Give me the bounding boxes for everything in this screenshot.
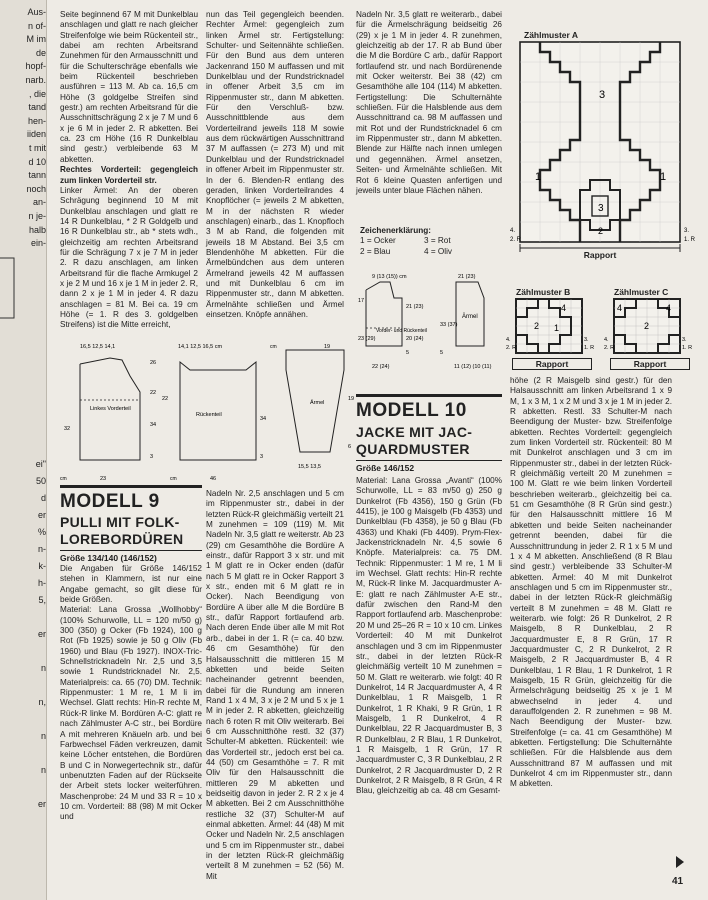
modell9-title: MODELL 9 <box>60 491 160 512</box>
svg-text:6: 6 <box>348 444 352 450</box>
svg-text:2: 2 <box>598 226 604 236</box>
legend-item: 1 = Ocker <box>360 236 396 246</box>
modell9-size: Größe 134/140 (146/152) <box>60 553 157 563</box>
svg-text:22: 22 <box>162 396 169 402</box>
svg-text:3.: 3. <box>682 337 687 343</box>
svg-text:2: 2 <box>644 321 650 331</box>
svg-text:3.: 3. <box>684 228 690 234</box>
legend-title: Zeichenerklärung: <box>360 226 431 235</box>
chart-c-rapport-label: Rapport <box>610 358 690 370</box>
svg-text:Rückenteil: Rückenteil <box>196 412 222 418</box>
gutter-text-top: Aus- n of- M im de hopf- narb. , die tand hen- iiden t mit d 10 tann noch an- n je- halb ein- <box>25 7 46 249</box>
svg-text:21 (23): 21 (23) <box>406 304 424 310</box>
svg-text:1. R: 1. R <box>684 237 696 243</box>
svg-text:3: 3 <box>598 203 604 214</box>
paragraph: Seite beginnend 67 M mit Dunkelblau anschlagen und glatt re nach gleicher Streifenfolge wie beim Rückenteil str., dabei am rechten Arbeitsrand Zunehmen für den Armausschnitt und für die Schulterschräge ebenfalls wie beim Rückenteil beschrieben ausführen = 113 M. Ab ca. 16,5 cm Höhe (3 goldgelbe Streifen sind gestr.) am rechten Arbeitsrand für die Ausschnittschrägung 2 x je 7 M und 6 x je 6 M in jeder 2. R abketten. Bei ca. 23 cm Höhe (16 R Dunkelblau sind gestr.) verbleibende 63 M abketten. <box>60 10 198 164</box>
heading-underline <box>60 550 202 551</box>
svg-text:cm: cm <box>60 476 67 482</box>
paragraph: Die Angaben für Größe 146/152 stehen in Klammern, ist nur eine Angabe gemacht, so gilt diese für beide Größen. <box>60 564 202 605</box>
svg-text:2: 2 <box>534 321 540 331</box>
paragraph: Material: Lana Grossa „Avanti“ (100% Schurwolle, LL = 83 m/50 g) 250 g Dunkelrot (Fb 4356), 150 g Grün (Fb 4415), je 100 g Maisgelb (Fb 4353) und Dunkelblau (Fb 4358), je 50 g Blau (Fb 4363) und Khaki (Fb 4409). Prym-Flex-Jackenstricknadeln Nr. 4,5 sowie 6 Knöpfe. Materialpreis: ca. 75 DM. Technik: Rippenmuster: 1 M re, 1 M li im Wechsel. Glatt rechts: Hin-R rechte M, Rück-R linke M. Jacquardmuster A-E: glatt re nach Zählmuster A-E str., dafür zwischen den Rand-M den Rapport fortlaufend arb. Maschenprobe: 20 M und 25–26 R = 10 x 10 cm. Linkes Vorderteil: 40 M mit Dunkelrot anschlagen und 3 cm im Rippenmuster str., dabei in der letzten Rück-R gleichmäßig verteilt 10 M zunehmen = 50 M. Glatt re weiterarb. wie folgt: 40 R Dunkelrot, 14 R Jacquardmuster A, 4 R Dunkelblau, 1 R Maisgelb, 1 R Dunkelrot, 1 R Khaki, 9 R Grün, 1 R Maisgelb, 1 R Dunkelrot, 4 R Dunkelblau, 22 R Jacquardmuster B, 3 R Dunkelblau, 2 R Blau, 1 R Dunkelrot, 1 R Maisgelb, 1 R Grün, 17 R Jacquardmuster C, 3 R Dunkelblau, 2 R Dunkelrot, 2 R Jacquardmuster D, 2 R Dunkelrot, 2 R Maisgelb, 8 R Grün, 4 R Blau, gleichzeitig ab ca. 48 cm Gesamt- <box>356 476 502 796</box>
svg-text:4: 4 <box>617 303 623 313</box>
paragraph: Nadeln Nr. 3,5 glatt re weiterarb., dabei für die Ärmelschrägung beidseitig 26 (29) x je 1 M in jeder 4. R zunehmen, gleichzeitig ab der 17. R ab Bund über die M die Bordüre C arb., dafür Rapport fortlaufend str. und nach Bordürenende mit Ocker weiterstr. Bei 38 (42) cm Gesamthöhe alle 104 (114) M abketten. Fertigstellung: Die Schulternähte schließen. Für die Halsblende aus dem Ausschnittrand ca. 98 M auffassen und mit Rot und der Rundstricknadel 6 cm im Rippenmuster str., dann M abketten. Blende zur Hälfte nach innen umlegen und gegennähen. Ärmel ansetzen, Seiten- und Ärmelnähte schließen. Mit Rot 6 kleine Quasten anfertigen und jeweils unter blaue Flächen nähen. <box>356 10 502 195</box>
svg-text:11 (12) (10 (11): 11 (12) (10 (11) <box>454 364 492 370</box>
svg-text:23 (29): 23 (29) <box>358 336 376 342</box>
chart-a-rapport-label: Rapport <box>583 250 617 260</box>
heading-rule <box>60 485 202 488</box>
paragraph-bold: Rechtes Vorderteil: gegengleich zum linken Vorderteil str. <box>60 165 198 185</box>
svg-text:2. R: 2. R <box>604 345 615 351</box>
legend-item: 3 = Rot <box>424 236 451 246</box>
svg-text:Ärmel: Ärmel <box>462 314 478 320</box>
svg-text:23: 23 <box>100 476 107 482</box>
svg-text:21 (23): 21 (23) <box>458 274 476 280</box>
svg-text:Linkes Vorderteil: Linkes Vorderteil <box>90 406 131 412</box>
left-page-gutter <box>0 0 47 900</box>
svg-text:16,5 12,5 14,1: 16,5 12,5 14,1 <box>80 344 116 350</box>
paragraph: Linker Ärmel: An der oberen Schrägung beginnend 10 M mit Dunkelblau anschlagen und glatt re 14 R Dunkelblau, * 2 R Goldgelb und 16 R Dunkelblau str., ab * stets wdh., gleichzeitig am rechten Arbeitsrand für die Schrägung 7 x je 7 M in jeder 2. R dazu anschlagen, am linken Arbeitsrand für die flache Armkugel 2 x je 2 M und 16 x je 1 M in jeder 2. R, dann 2 x je 1 M in jeder 4. R dazu anschlagen = 81 M. Bei ca. 19 cm Höhe (= 1. R des 3. goldgelben Streifens) ist die Mitte erreicht, <box>60 185 198 330</box>
svg-text:1. R: 1. R <box>682 345 693 351</box>
column-1-text <box>60 10 198 331</box>
svg-text:4.: 4. <box>604 337 609 343</box>
schematic-modell9 <box>358 268 504 374</box>
svg-text:3: 3 <box>598 89 606 101</box>
color-legend <box>360 226 500 257</box>
svg-text:14,1 12,5 16,5 cm: 14,1 12,5 16,5 cm <box>178 344 223 350</box>
modell9-subtitle: PULLI MIT FOLK-LOREBORDÜREN <box>60 514 184 547</box>
svg-text:46: 46 <box>210 476 217 482</box>
svg-text:34: 34 <box>260 416 267 422</box>
svg-text:4.: 4. <box>510 228 516 234</box>
chart-b-title: Zählmuster B <box>516 287 571 297</box>
svg-text:1: 1 <box>535 171 542 183</box>
svg-text:9 (13 (15)) cm: 9 (13 (15)) cm <box>372 274 407 280</box>
svg-text:33 (37): 33 (37) <box>440 322 458 328</box>
svg-text:19: 19 <box>348 396 355 402</box>
svg-text:cm: cm <box>170 476 177 482</box>
chart-b-rapport-label: Rapport <box>512 358 592 370</box>
heading-rule <box>356 394 502 397</box>
column-3-text <box>356 10 502 196</box>
schematic-jacket <box>60 340 360 500</box>
svg-text:1. R: 1. R <box>584 345 595 351</box>
svg-text:1: 1 <box>554 323 560 333</box>
svg-text:34: 34 <box>150 422 157 428</box>
modell10-subtitle: JACKE MIT JAC-QUARDMUSTER <box>356 424 473 457</box>
svg-text:19: 19 <box>324 344 331 350</box>
svg-text:Vorder- und Rückenteil: Vorder- und Rückenteil <box>376 328 427 334</box>
modell9-column-1 <box>60 564 202 823</box>
svg-text:22: 22 <box>150 390 157 396</box>
svg-text:17: 17 <box>358 298 365 304</box>
svg-text:2. R: 2. R <box>506 345 517 351</box>
svg-text:3: 3 <box>150 454 154 460</box>
svg-text:15,5 13,5: 15,5 13,5 <box>298 464 321 470</box>
paragraph: Nadeln Nr. 2,5 anschlagen und 5 cm im Rippenmuster str., dabei in der letzten Rück-R gleichmäßig verteilt 21 M zunehmen = 109 (119) M. Mit Nadeln Nr. 3,5 glatt re weiterstr. Ab 23 (29) cm Gesamthöhe die Bordüre A einstr., dafür Rapport 3 x str. und mit 1 M glatt re in Ocker enden (dafür nach 5 M glatt re in Ocker Rapport 3 x str., enden mit 6 M glatt re in Ocker). Nach Beendigung von Bordüre A über alle M die Bordüre B str., dafür Rapport fortlaufend arb. Nach deren Ende über alle M mit Rot arb., dabei in der 1. R (= ca. 40 bzw. 46 cm Gesamthöhe) für den Halsausschnitt die mittleren 15 M abketten und beide Seiten nacheinander getrennt beenden, dabei für die Rundung am inneren Rand 1 x 4 M, 3 x je 2 M und 5 x je 1 M in jeder 2. R abketten, gleichzeitig nach 6 roten R mit Oliv weiterarb. Bei 6 cm Ausschnitthöhe restl. 32 (37) Schulter-M abketten. Rückenteil: wie das Vorderteil str., jedoch erst bei ca. 44 (50) cm Gesamthöhe = 7. R mit Oliv für den Halsausschnitt die mittleren 29 M abketten und beidseitig davon in jeder 2. R 2 x je 4 M abketten. Bei 2 cm Ausschnitthöhe restliche 32 (37) Schulter-M auf einmal abketten. Ärmel: 44 (48) M mit Ocker und Nadeln Nr. 2,5 anschlagen und 5 cm im Rippenmuster str., dabei in der letzten Rück-R gleichmäßig verteilt 8 M zunehmen = 52 (56) M. Mit <box>206 489 344 881</box>
paragraph: nun das Teil gegengleich beenden. Rechter Ärmel: gegengleich zum linken Ärmel str. Fertigstellung: Schulter- und Seitennähte schließen. Für den Bund aus dem unteren Jackenrand 150 M auffassen und mit Dunkelblau und der Rundstricknadel in offener Arbeit 3,5 cm im Rippenmuster str., dann M abketten. Für den Verschluß- bzw. Ausschnittblende aus dem Vorderteilrand jeweils 118 M sowie aus dem rückwärtigen Ausschnittrand 37 M auffassen (= 273 M) und mit Dunkelblau und der Rundstricknadel in offener Arbeit im Rippenmuster str. In der 6. Blenden-R entlang des geraden, linken Vorderteilrandes 4 Knopflöcher (= jeweils 2 M abketten, M in der nächsten R wieder anschlagen) einarb., das 1. Knopfloch 3 M ab Rand, die folgenden mit jeweils 18 M Abstand. Bei 3,5 cm Blendenhöhe M abketten. Für die Ärmelbündchen aus dem unteren Ärmelrand jeweils 42 M auffassen und mit Dunkelblau 6 cm im Rippenmuster str., dann M abketten. Ärmelnähte schließen und Ärmel einsetzen. Knöpfe annähen. <box>206 10 344 319</box>
svg-text:1: 1 <box>660 171 667 183</box>
page-number: 41 <box>672 876 684 887</box>
chart-a-title: Zählmuster A <box>524 30 579 40</box>
modell10-column-2 <box>510 376 672 790</box>
chart-c-title: Zählmuster C <box>614 287 669 297</box>
gutter-text-bottom: ei" 50 d er % n- k- h- 5, er n n, n n er <box>35 459 46 809</box>
paragraph: höhe (2 R Maisgelb sind gestr.) für den Halsausschnitt am linken Arbeitsrand 1 x 9 M, 1 x 3 M, 1 x 2 M und 3 x je 1 M in jeder 2. R abketten. Restl. 33 Schulter-M nach Beendigung der Muster- bzw. Streifenfolge abketten. Rechtes Vorderteil: gegengleich zum linken Vorderteil str. Rückenteil: 80 M mit Dunkelrot anschlagen und 3 cm im Rippenmuster str., dabei in der letzten Rück-R gleichmäßig verteilt 20 M zunehmen = 100 M. Glatt re wie beim linken Vorderteil beschrieben weiterarb., gleichzeitig bei ca. 51 cm Gesamthöhe (8 R Grün sind gestr.) für den Halsausschnitt mittlere 16 M abketten und beide Seiten nacheinander getrennt beenden, dabei für die Ausschnittrundung in jeder 2. R 1 x 5 M und 1 x 4 M abketten. Anschließend (8 R Blau sind gestr.) verbleibende 33 Schulter-M abketten. Ärmel: 40 M mit Dunkelrot anschlagen und 5 cm im Rippenmuster str., dabei in der letzten Rück-R gleichmäßig verteilt 8 M zunehmen = 48 M. Glatt re weiterarb. wie folgt: 26 R Dunkelrot, 2 R Maisgelb, 8 R Dunkelblau, 2 R Jacquardmuster E, 8 R Grün, 17 R Jacquardmuster C, 2 R Dunkelrot, 2 R Maisgelb, 2 R Jacquardmuster B, 4 R Dunkelblau, 1 R Blau, 1 R Dunkelrot, 1 R Maisgelb, 15 R Grün, gleichzeitig für die Ärmelschrägung beidseitig 25 x je 1 M abwechselnd in jeder 4. und darauffolgenden 2. R zunehmen = 98 M. Nach Beendigung der Muster- bzw. Streifenfolge (= ca. 41 cm Gesamthöhe) M abketten. Fertigstellung: Die Schulternähte schließen. Für die Halsblende aus dem Ausschnittrand 87 M auffassen und mit Dunkelrot 4 cm im Rippenmuster str., dann M abketten. <box>510 376 672 789</box>
column-2-text <box>206 10 344 320</box>
modell10-column-1 <box>356 476 502 797</box>
svg-text:32: 32 <box>64 426 71 432</box>
modell9-column-2 <box>206 489 344 882</box>
svg-text:Ärmel: Ärmel <box>310 400 325 406</box>
svg-text:2. R: 2. R <box>510 237 522 243</box>
svg-text:3.: 3. <box>584 337 589 343</box>
svg-text:22 (24): 22 (24) <box>372 364 390 370</box>
modell10-title: MODELL 10 <box>356 400 467 421</box>
legend-item: 4 = Oliv <box>424 246 452 256</box>
paragraph: Material: Lana Grossa „Wollhobby“ (100% Schurwolle, LL = 120 m/50 g) 300 (350) g Ocker (Fb 1924), 100 g Rot (Fb 1925) sowie je 50 g Oliv (Fb 1960) und Blau (Fb 1927). INOX-Tric-Schnellstricknadeln Nr. 2,5 und 3,5 sowie 1 Rundstricknadel Nr. 2,5. Materialpreis: ca. 65 (70) DM. Technik: Rippenmuster: 1 M re, 1 M li im Wechsel. Glatt rechts: Hin-R rechte M, Rück-R linke M. Bordüren A-C: glatt re nach Zählmuster A-C str., bei Bordüre A mit mehreren Knäueln arb. und bei Farbwechsel Fäden verkreuzen, damit keine Löcher entstehen, die Bordüren B und C in Norwegertechnik str., dafür unbenutzten Faden auf der Rückseite der Arbeit stets locker weiterführen. Maschenprobe: 24 M und 33 R = 10 x 10 cm. Vorderteil: 88 (98) M mit Ocker und <box>60 605 202 822</box>
svg-text:5: 5 <box>406 350 410 356</box>
heading-underline <box>356 460 502 461</box>
svg-text:4.: 4. <box>506 337 511 343</box>
gutter-schematic-fragment <box>0 238 46 328</box>
svg-text:cm: cm <box>270 344 277 350</box>
legend-item: 2 = Blau <box>360 246 391 256</box>
svg-text:4: 4 <box>666 303 672 313</box>
svg-text:26: 26 <box>150 360 157 366</box>
modell10-size: Größe 146/152 <box>356 463 415 473</box>
svg-text:4: 4 <box>561 303 567 313</box>
continue-arrow-icon <box>676 856 684 868</box>
svg-text:20 (24): 20 (24) <box>406 336 424 342</box>
svg-text:5: 5 <box>440 350 444 356</box>
chart-a-diagram <box>510 40 700 270</box>
svg-text:3: 3 <box>260 454 264 460</box>
